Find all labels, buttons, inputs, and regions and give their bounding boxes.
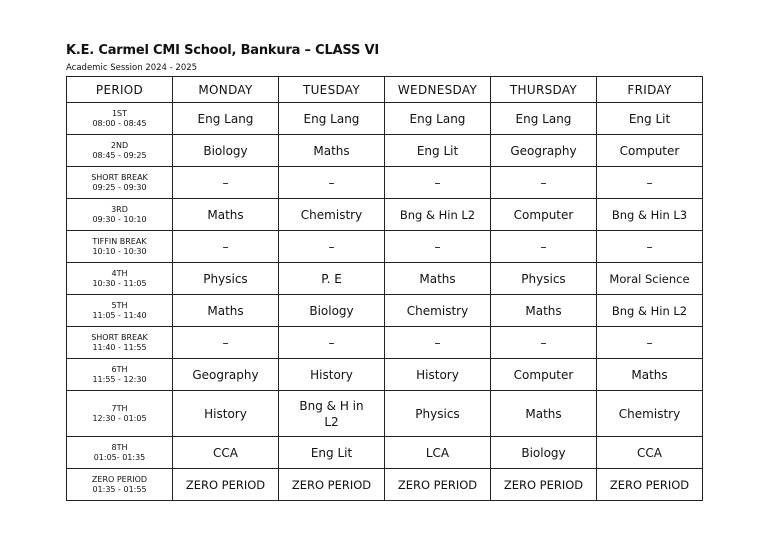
period-cell — [67, 469, 173, 501]
period-cell — [67, 231, 173, 263]
zero-period-cell: ZERO PERIOD — [385, 469, 491, 501]
header-monday: MONDAY — [173, 77, 279, 103]
subject-cell: Maths — [597, 359, 703, 391]
subject-cell: History — [173, 391, 279, 437]
break-cell: – — [279, 231, 385, 263]
subject-cell: LCA — [385, 437, 491, 469]
break-cell: – — [491, 167, 597, 199]
header-wednesday: WEDNESDAY — [385, 77, 491, 103]
subject-cell: Moral Science — [597, 263, 703, 295]
subject-cell: Biology — [279, 295, 385, 327]
break-cell: – — [173, 327, 279, 359]
break-cell: – — [597, 167, 703, 199]
subject-cell: Computer — [491, 199, 597, 231]
break-cell: – — [597, 231, 703, 263]
table-row — [67, 263, 703, 295]
period-cell — [67, 263, 173, 295]
period-time: 12:30 - 01:05 — [92, 413, 147, 423]
subject-cell: Eng Lang — [385, 103, 491, 135]
break-cell: – — [279, 327, 385, 359]
table-row — [67, 103, 703, 135]
header-tuesday: TUESDAY — [279, 77, 385, 103]
subject-cell: Eng Lit — [385, 135, 491, 167]
header-thursday: THURSDAY — [491, 77, 597, 103]
period-name: 3RD — [111, 204, 128, 214]
break-cell: – — [385, 327, 491, 359]
table-row — [67, 327, 703, 359]
subject-cell: Maths — [491, 295, 597, 327]
period-cell — [67, 391, 173, 437]
zero-period-cell: ZERO PERIOD — [491, 469, 597, 501]
timetable — [66, 76, 703, 501]
subject-cell: Computer — [597, 135, 703, 167]
period-time: 01:35 - 01:55 — [92, 484, 147, 494]
period-cell — [67, 327, 173, 359]
zero-period-cell: ZERO PERIOD — [597, 469, 703, 501]
zero-period-cell: ZERO PERIOD — [173, 469, 279, 501]
header-friday: FRIDAY — [597, 77, 703, 103]
subject-cell: Chemistry — [385, 295, 491, 327]
subject-cell: Bng & H in L2 — [279, 391, 385, 437]
subject-cell: Chemistry — [597, 391, 703, 437]
subject-cell: Maths — [279, 135, 385, 167]
table-row — [67, 167, 703, 199]
subject-cell: Physics — [173, 263, 279, 295]
period-name: 8TH — [111, 442, 128, 452]
subject-cell: Geography — [173, 359, 279, 391]
subject-cell: Computer — [491, 359, 597, 391]
table-row — [67, 199, 703, 231]
header-row — [67, 77, 703, 103]
break-cell: – — [491, 231, 597, 263]
subject-cell: Bng & Hin L3 — [597, 199, 703, 231]
subject-cell: CCA — [597, 437, 703, 469]
period-cell — [67, 167, 173, 199]
period-time: 09:30 - 10:10 — [92, 214, 147, 224]
period-time: 11:05 - 11:40 — [92, 310, 147, 320]
period-time: 08:00 - 08:45 — [92, 118, 147, 128]
subject-cell: Eng Lang — [279, 103, 385, 135]
period-time: 10:30 - 11:05 — [92, 278, 147, 288]
period-name: 4TH — [111, 268, 128, 278]
period-time: 01:05- 01:35 — [93, 452, 146, 462]
period-name: SHORT BREAK — [91, 332, 148, 342]
break-cell: – — [173, 231, 279, 263]
period-cell — [67, 199, 173, 231]
subject-cell: History — [385, 359, 491, 391]
period-name: 5TH — [111, 300, 128, 310]
subject-cell: Chemistry — [279, 199, 385, 231]
period-cell — [67, 103, 173, 135]
subject-cell: Maths — [491, 391, 597, 437]
subject-cell: Physics — [491, 263, 597, 295]
header-period: PERIOD — [67, 77, 173, 103]
period-time: 09:25 - 09:30 — [92, 182, 147, 192]
subject-cell: CCA — [173, 437, 279, 469]
period-name: 2ND — [110, 140, 129, 150]
subject-cell: Bng & Hin L2 — [597, 295, 703, 327]
subject-cell: Eng Lang — [173, 103, 279, 135]
subject-cell: Eng Lit — [597, 103, 703, 135]
break-cell: – — [279, 167, 385, 199]
break-cell: – — [597, 327, 703, 359]
period-name: 1ST — [111, 108, 128, 118]
subject-cell: Eng Lang — [491, 103, 597, 135]
period-name: 7TH — [111, 403, 128, 413]
subject-cell: Bng & Hin L2 — [385, 199, 491, 231]
table-row — [67, 231, 703, 263]
break-cell: – — [385, 167, 491, 199]
document-title: K.E. Carmel CMI School, Bankura – CLASS VI — [66, 43, 379, 58]
period-cell — [67, 135, 173, 167]
academic-session: Academic Session 2024 - 2025 — [66, 63, 198, 73]
break-cell: – — [173, 167, 279, 199]
subject-cell: Geography — [491, 135, 597, 167]
table-row — [67, 135, 703, 167]
period-cell — [67, 359, 173, 391]
table-row — [67, 437, 703, 469]
period-time: 11:55 - 12:30 — [92, 374, 147, 384]
subject-cell: Maths — [173, 295, 279, 327]
period-time: 08:45 - 09:25 — [92, 150, 147, 160]
subject-cell: P. E — [279, 263, 385, 295]
period-time: 11:40 - 11:55 — [92, 342, 147, 352]
period-name: SHORT BREAK — [91, 172, 148, 182]
zero-period-cell: ZERO PERIOD — [279, 469, 385, 501]
break-cell: – — [491, 327, 597, 359]
table-row — [67, 359, 703, 391]
break-cell: – — [385, 231, 491, 263]
period-time: 10:10 - 10:30 — [92, 246, 147, 256]
table-row — [67, 469, 703, 501]
table-row — [67, 391, 703, 437]
subject-cell: Eng Lit — [279, 437, 385, 469]
period-cell — [67, 295, 173, 327]
subject-cell: Biology — [173, 135, 279, 167]
period-name: TIFFIN BREAK — [92, 236, 147, 246]
table-row — [67, 295, 703, 327]
period-cell — [67, 437, 173, 469]
subject-cell: Physics — [385, 391, 491, 437]
subject-cell: Maths — [385, 263, 491, 295]
subject-cell: Maths — [173, 199, 279, 231]
period-name: 6TH — [111, 364, 128, 374]
subject-cell: History — [279, 359, 385, 391]
period-name: ZERO PERIOD — [91, 474, 148, 484]
subject-cell: Biology — [491, 437, 597, 469]
